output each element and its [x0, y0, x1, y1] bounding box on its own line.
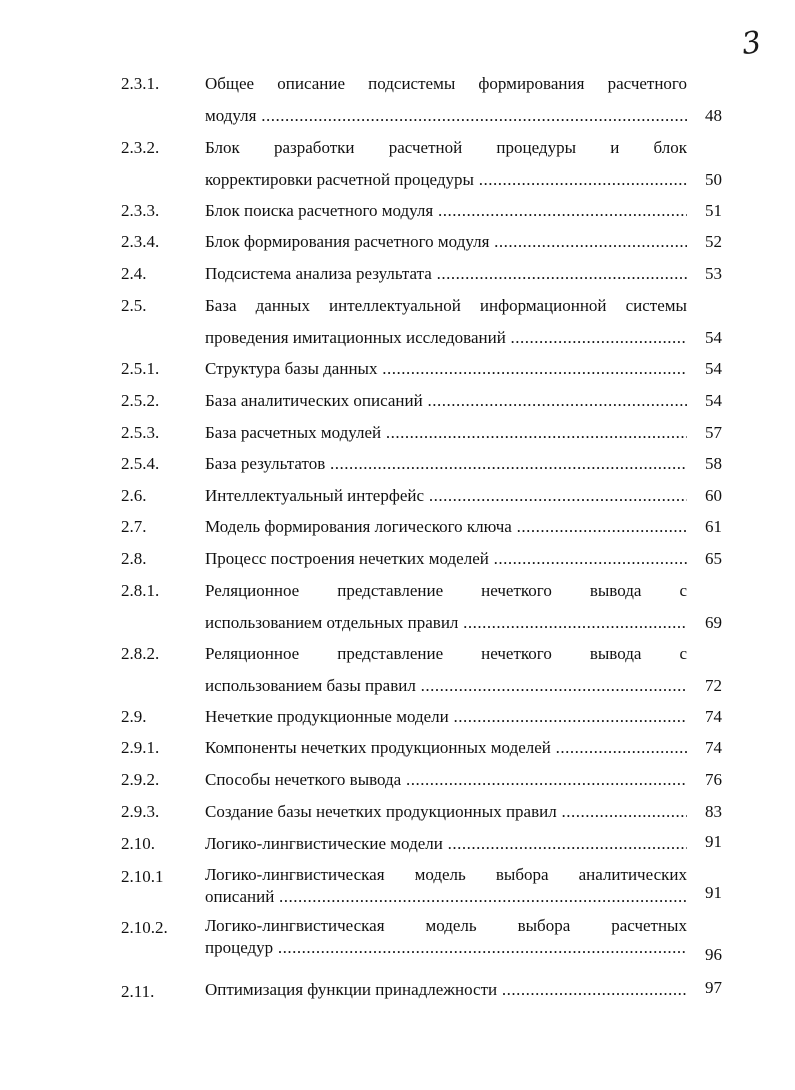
toc-entry-page: 54: [705, 391, 722, 410]
toc-entry-number: 2.6.: [121, 486, 147, 505]
toc-entry-page: 51: [705, 201, 722, 220]
toc-entry-number: 2.5.2.: [121, 391, 160, 410]
toc-entry-page: 54: [705, 328, 722, 347]
toc-entry-page: 65: [705, 549, 722, 568]
toc-entry-title-line2: использованием базы правил .....: [205, 675, 687, 697]
toc-entry-title: Блок формирования расчетного модуля .....: [205, 231, 687, 253]
toc-entry-title: Нечеткие продукционные модели .....: [205, 706, 687, 728]
toc-entry-number: 2.3.1.: [121, 74, 160, 93]
toc-entry-title-line1: База данных интеллектуальной информационной системы: [205, 296, 687, 315]
toc-entry-title: База расчетных модулей .....: [205, 422, 687, 444]
toc-entry-title: Модель формирования логического ключа .....: [205, 516, 687, 538]
toc-entry-title: Структура базы данных .....: [205, 358, 687, 380]
toc-entry-title: Способы нечеткого вывода .....: [205, 769, 687, 791]
toc-entry-title-line2: проведения имитационных исследований .....: [205, 327, 687, 349]
toc-entry-page: 50: [705, 170, 722, 189]
toc-entry-page: 91: [705, 832, 722, 851]
toc-entry-number: 2.9.3.: [121, 802, 160, 821]
toc-entry-title: Подсистема анализа результата .....: [205, 263, 687, 285]
toc-entry-title-line1: Блок разработки расчетной процедуры и блок: [205, 138, 687, 157]
toc-entry-number: 2.8.2.: [121, 644, 160, 663]
toc-entry-number: 2.8.: [121, 549, 147, 568]
toc-entry-number: 2.5.4.: [121, 454, 160, 473]
toc-entry-number: 2.3.4.: [121, 232, 160, 251]
toc-entry-number: 2.5.3.: [121, 423, 160, 442]
toc-entry-title: Создание базы нечетких продукционных правил .....: [205, 801, 687, 823]
toc-entry-number: 2.8.1.: [121, 581, 160, 600]
toc-entry-title: Блок поиска расчетного модуля .....: [205, 200, 687, 222]
toc-entry-page: 69: [705, 613, 722, 632]
toc-entry-number: 2.9.: [121, 707, 147, 726]
toc-entry-title: Оптимизация функции принадлежности .....: [205, 979, 687, 1001]
toc-entry-title-line1: Общее описание подсистемы формирования расчетного: [205, 74, 687, 93]
toc-entry-page: 58: [705, 454, 722, 473]
toc-entry-page: 52: [705, 232, 722, 251]
toc-entry-title: База аналитических описаний .....: [205, 390, 687, 412]
handwritten-page-number: 3: [739, 24, 764, 63]
toc-entry-number: 2.11.: [121, 982, 155, 1001]
toc-entry-title-line2: процедур .....: [205, 937, 687, 959]
toc-entry-page: 97: [705, 978, 722, 997]
toc-entry-title-line2: модуля .....: [205, 105, 687, 127]
toc-entry-title: Процесс построения нечетких моделей .....: [205, 548, 687, 570]
toc-entry-number: 2.10.1: [121, 867, 164, 886]
toc-entry-number: 2.9.1.: [121, 738, 160, 757]
toc-entry-title: Компоненты нечетких продукционных моделей .....: [205, 737, 687, 759]
toc-entry-title-line2: использованием отдельных правил .....: [205, 612, 687, 634]
toc-entry-title-line2: описаний .....: [205, 886, 687, 908]
toc-entry-number: 2.5.1.: [121, 359, 160, 378]
toc-entry-page: 96: [705, 945, 722, 964]
toc-entry-number: 2.7.: [121, 517, 147, 536]
toc-entry-title: Интеллектуальный интерфейс .....: [205, 485, 687, 507]
toc-entry-title: Логико-лингвистические модели .....: [205, 833, 687, 855]
toc-entry-title-line1: Логико-лингвистическая модель выбора аналитических: [205, 865, 687, 884]
toc-entry-page: 83: [705, 802, 722, 821]
toc-entry-title-line1: Реляционное представление нечеткого вывода с: [205, 644, 687, 663]
toc-entry-number: 2.9.2.: [121, 770, 160, 789]
toc-entry-page: 54: [705, 359, 722, 378]
toc-entry-page: 74: [705, 738, 722, 757]
toc-entry-title: База результатов .....: [205, 453, 687, 475]
toc-entry-number: 2.4.: [121, 264, 147, 283]
toc-entry-number: 2.10.: [121, 834, 155, 853]
toc-entry-title-line1: Логико-лингвистическая модель выбора расчетных: [205, 916, 687, 935]
toc-entry-page: 91: [705, 883, 722, 902]
toc-entry-page: 61: [705, 517, 722, 536]
toc-entry-title-line1: Реляционное представление нечеткого вывода с: [205, 581, 687, 600]
toc-entry-number: 2.5.: [121, 296, 147, 315]
toc-entry-number: 2.3.2.: [121, 138, 160, 157]
toc-entry-number: 2.3.3.: [121, 201, 160, 220]
toc-entry-page: 53: [705, 264, 722, 283]
toc-entry-title-line2: корректировки расчетной процедуры .....: [205, 169, 687, 191]
toc-entry-page: 48: [705, 106, 722, 125]
toc-entry-page: 74: [705, 707, 722, 726]
toc-entry-number: 2.10.2.: [121, 918, 168, 937]
toc-entry-page: 57: [705, 423, 722, 442]
toc-entry-page: 76: [705, 770, 722, 789]
toc-entry-page: 60: [705, 486, 722, 505]
toc-entry-page: 72: [705, 676, 722, 695]
